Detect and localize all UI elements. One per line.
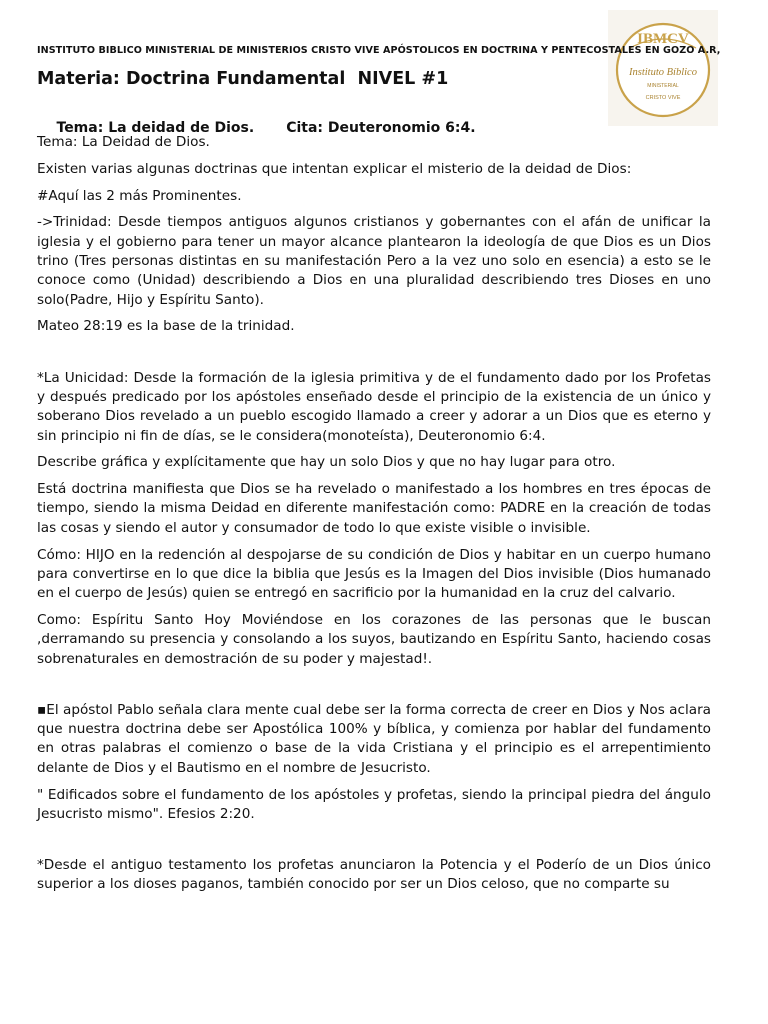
paragraph: *Desde el antiguo testamento los profetas anunciaron la Potencia y el Poderío de un Dios único superior a los dioses paganos, también conocido por ser un Dios celoso, que no comparte su	[37, 857, 711, 893]
paragraph: *La Unicidad: Desde la formación de la iglesia primitiva y de el fundamento dado por los Profetas y después predicado por los apóstoles enseñado desde el principio de la existencia de un único y soberano Dios revelado a un pueblo escogido llamado a creer y adorar a un Dios que es eterno y sin principio ni fin de días, se le considera(monoteísta), Deuteronomio 6:4.	[37, 369, 711, 444]
paragraph: Tema: La Deidad de Dios.	[37, 134, 210, 150]
paragraph: " Edificados sobre el fundamento de los apóstoles y profetas, siendo la principal piedra del ángulo Jesucristo mismo". Efesios 2:20.	[37, 786, 711, 822]
institute-logo	[608, 10, 718, 126]
paragraph: Mateo 28:19 es la base de la trinidad.	[37, 318, 295, 335]
paragraph: Existen varias algunas doctrinas que intentan explicar el misterio de la deidad de Dios:	[37, 160, 632, 177]
paragraph: #Aquí las 2 más Prominentes.	[37, 187, 242, 204]
logo-abbr: IBMCV	[637, 31, 689, 47]
paragraph: Cómo: HIJO en la redención al despojarse de su condición de Dios y habitar en un cuerpo humano para convertirse en lo que dice la biblia que Jesús es la Imagen del Dios invisible (Dios humanado en el cuerpo de Jesús) quien se entregó en sacrificio por la humanidad en la cruz del calvario.	[37, 546, 711, 602]
paragraph: Describe gráfica y explícitamente que hay un solo Dios y que no hay lugar para otro.	[37, 454, 616, 471]
cita-label: Cita: Deuteronomio 6:4.	[286, 120, 476, 136]
tema-label: Tema: La deidad de Dios.	[56, 120, 255, 136]
logo-bottom: CRISTO VIVE	[645, 95, 681, 101]
materia-title: Materia: Doctrina Fundamental NIVEL #1	[37, 69, 449, 89]
institute-header: INSTITUTO BIBLICO MINISTERIAL DE MINISTERIOS CRISTO VIVE APÓSTOLICOS EN DOCTRINA Y PENTECOSTALES EN GOZO A.R,	[37, 45, 721, 56]
logo-sub: MINISTERIAL	[647, 83, 679, 89]
logo-script: Instituto Bíblico	[629, 67, 697, 78]
paragraph: ▪El apóstol Pablo señala clara mente cual debe ser la forma correcta de creer en Dios y Nos aclara que nuestra doctrina debe ser Apostólica 100% y bíblica, y comienza por hablar del fundamento en otras palabras el comienzo o base de la vida Cristiana y el principio es el arrepentimiento delante de Dios y el Bautismo en el nombre de Jesucristo.	[37, 701, 711, 776]
document-body	[37, 133, 711, 902]
paragraph: Está doctrina manifiesta que Dios se ha revelado o manifestado a los hombres en tres épocas de tiempo, siendo la misma Deidad en diferente manifestación como: PADRE en la creación de todas las cosas y siendo el autor y consumador de todo lo que existe visible o invisible.	[37, 481, 711, 536]
paragraph: ->Trinidad: Desde tiempos antiguos algunos cristianos y gobernantes con el afán de unificar la iglesia y el gobierno para tener un mayor alcance plantearon la ideología de que Dios es un Dios trino (Tres personas distintas en su manifestación Pero a la vez uno solo en esencia) a esto se le conoce como (Unidad) describiendo a Dios en una pluralidad describiendo tres Dioses en uno solo(Padre, Hijo y Espíritu Santo).	[37, 214, 711, 308]
paragraph: Como: Espíritu Santo Hoy Moviéndose en los corazones de las personas que le buscan ,derramando su presencia y consolando a los suyos, bautizando en Espíritu Santo, haciendo cosas sobrenaturales en demostración de su poder y majestad!.	[37, 611, 711, 667]
